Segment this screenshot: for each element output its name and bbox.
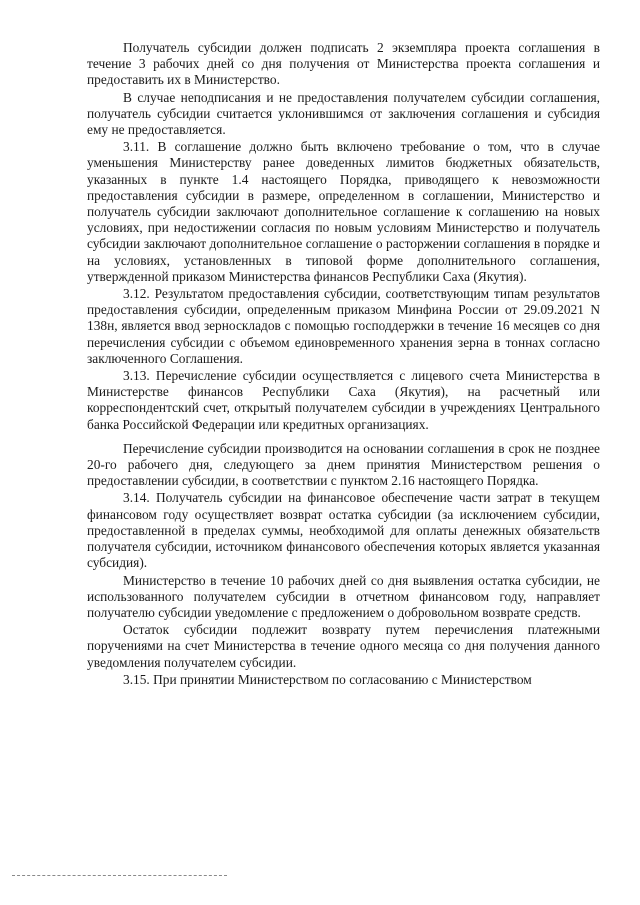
paragraph-3-11: 3.11. В соглашение должно быть включено требование о том, что в случае уменьшения Министерству ранее доведенных лимитов бюджетных обязательств, указанных в пункте 1.4 настоящего Порядка, приводящего к невозможности предоставления субсидии в размере, определенном в соглашении, Министерство и получатель субсидии заключают дополнительное соглашение к соглашению на новых условиях, при недостижении согласия по новым условиям Министерство и получатель субсидии заключают дополнительное соглашение о расторжении соглашения в порядке и на условиях, установленных в типовой форме дополнительного соглашения, утвержденной приказом Министерства финансов Республики Саха (Якутия). bbox=[87, 139, 600, 284]
paragraph-transfer-term: Перечисление субсидии производится на основании соглашения в срок не позднее 20-го рабочего дня, следующего за днем принятия Министерством решения о предоставлении субсидии, в соответствии с пунктом 2.16 настоящего Порядка. bbox=[87, 440, 600, 489]
paragraph-signing: Получатель субсидии должен подписать 2 экземпляра проекта соглашения в течение 3 рабочих дней со дня получения от Министерства проекта соглашения и предоставить их в Министерство. bbox=[87, 40, 600, 88]
paragraph-3-15: 3.15. При принятии Министерством по согласованию с Министерством bbox=[123, 671, 532, 687]
paragraph-3-13: 3.13. Перечисление субсидии осуществляется с лицевого счета Министерства в Министерстве финансов Республики Саха (Якутия), на расчетный или корреспондентский счет, открытый получателем субсидии в учреждениях Центрального банка Российской Федерации или кредитных организациях. bbox=[87, 368, 600, 432]
paragraph-ministry-notice: Министерство в течение 10 рабочих дней со дня выявления остатка субсидии, не использованного получателем субсидии в отчетном финансовом году, направляет получателю субсидии уведомление с предложением о добровольном возврате средств. bbox=[87, 572, 600, 620]
paragraph-remainder-return: Остаток субсидии подлежит возврату путем перечисления платежными поручениями на счет Министерства в течение одного месяца со дня получения данного уведомления получателем субсидии. bbox=[87, 622, 600, 670]
paragraph-non-signing: В случае неподписания и не предоставления получателем субсидии соглашения, получатель субсидии считается уклонившимся от заключения соглашения и субсидия ему не предоставляется. bbox=[87, 89, 600, 138]
paragraph-3-12: 3.12. Результатом предоставления субсидии, соответствующим типам результатов предоставления субсидии, определенным приказом Минфина России от 29.09.2021 N 138н, является ввод зерноскладов с помощью господдержки в течение 16 месяцев со дня перечисления субсидии с объемом единовременного хранения зерна в тоннах согласно заключенного Соглашения. bbox=[87, 286, 600, 366]
paragraph-3-14: 3.14. Получатель субсидии на финансовое обеспечение части затрат в текущем финансовом году осуществляет возврат остатка субсидии (за исключением субсидии, предоставленной в пределах суммы, необходимой для оплаты денежных обязательств получателя субсидии, источником финансового обеспечения которых является указанная субсидия). bbox=[87, 490, 600, 571]
footer-divider bbox=[12, 875, 227, 876]
document-body bbox=[87, 40, 600, 688]
